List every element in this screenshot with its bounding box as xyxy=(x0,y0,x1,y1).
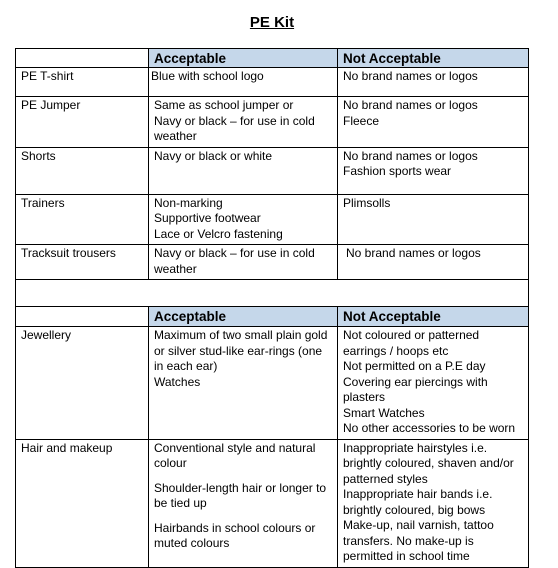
cell-line: patterned styles xyxy=(343,471,428,486)
cell-line: weather xyxy=(154,261,197,276)
not-acceptable-cell xyxy=(338,327,529,440)
cell-line: Navy or black or white xyxy=(154,148,273,163)
cell-line: Navy or black – for use in cold xyxy=(154,246,315,260)
acceptable-cell xyxy=(149,439,338,567)
item-cell: Shorts xyxy=(16,147,149,194)
cell-line: Inappropriate hair bands i.e. xyxy=(343,487,493,501)
table-row xyxy=(16,97,529,148)
cell-line: Lace or Velcro fastening xyxy=(154,226,283,241)
acceptable-cell xyxy=(149,194,338,245)
cell-line: Smart Watches xyxy=(343,405,425,420)
header-blank-cell xyxy=(16,49,149,68)
cell-line: Inappropriate hairstyles i.e. xyxy=(343,440,488,455)
acceptable-cell xyxy=(149,245,338,280)
cell-line: No brand names or logos xyxy=(343,148,478,163)
table-row xyxy=(16,68,529,97)
table-header-row xyxy=(16,307,529,327)
cell-line: be tied up xyxy=(154,496,207,510)
cell-line: Non-marking xyxy=(154,195,223,210)
cell-line: Not coloured or patterned xyxy=(343,328,480,342)
acceptable-cell xyxy=(149,147,338,194)
item-cell: Jewellery xyxy=(16,327,149,440)
item-cell: Trainers xyxy=(16,194,149,245)
item-cell: Hair and makeup xyxy=(16,439,149,567)
cell-line: weather xyxy=(154,129,197,143)
cell-line: in each ear) xyxy=(154,359,218,373)
not-acceptable-cell xyxy=(338,194,529,245)
table-row xyxy=(16,147,529,194)
cell-line: plasters xyxy=(343,390,386,404)
acceptable-cell xyxy=(149,327,338,440)
cell-line: Fleece xyxy=(343,113,380,128)
cell-line: Hairbands in school colours or xyxy=(154,520,316,535)
table-header-row xyxy=(16,49,529,68)
not-acceptable-cell xyxy=(338,147,529,194)
cell-line: Make-up, nail varnish, tattoo xyxy=(343,518,494,532)
cell-line: No brand names or logos xyxy=(343,69,478,83)
blank-line xyxy=(154,512,332,521)
item-cell: Tracksuit trousers xyxy=(16,245,149,280)
item-cell: PE Jumper xyxy=(16,97,149,148)
cell-line: Supportive footwear xyxy=(154,211,261,225)
header-not-acceptable: Not Acceptable xyxy=(338,49,529,68)
header-acceptable: Acceptable xyxy=(149,307,338,327)
pe-kit-table xyxy=(15,48,529,568)
cell-line: No other accessories to be worn xyxy=(343,421,516,435)
not-acceptable-cell xyxy=(338,245,529,280)
cell-line: Maximum of two small plain gold xyxy=(154,328,328,342)
cell-line: Blue with school logo xyxy=(151,69,264,83)
page-title: PE Kit xyxy=(249,14,295,31)
spacer-row xyxy=(16,280,529,307)
header-not-acceptable: Not Acceptable xyxy=(338,307,529,327)
spacer-cell xyxy=(16,280,529,307)
table-row xyxy=(16,245,529,280)
not-acceptable-cell xyxy=(338,68,529,97)
acceptable-cell xyxy=(149,68,338,97)
cell-line: No brand names or logos xyxy=(343,98,478,112)
cell-line: transfers. No make-up is xyxy=(343,533,474,548)
cell-line: Covering ear piercings with xyxy=(343,374,488,389)
not-acceptable-cell xyxy=(338,97,529,148)
not-acceptable-cell xyxy=(338,439,529,567)
cell-line: Not permitted on a P.E day xyxy=(343,359,486,373)
cell-line: Navy or black – for use in cold xyxy=(154,113,315,128)
blank-line xyxy=(154,472,332,481)
cell-line: brightly coloured, big bows xyxy=(343,502,486,517)
item-cell: PE T-shirt xyxy=(16,68,149,97)
cell-line: earrings / hoops etc xyxy=(343,343,449,358)
table-row xyxy=(16,194,529,245)
cell-line: Plimsolls xyxy=(343,195,391,210)
cell-line: Fashion sports wear xyxy=(343,164,452,178)
cell-line: colour xyxy=(154,456,187,470)
cell-line: Shoulder-length hair or longer to xyxy=(154,480,327,495)
cell-line: No brand names or logos xyxy=(346,246,481,260)
header-acceptable: Acceptable xyxy=(149,49,338,68)
cell-line: brightly coloured, shaven and/or xyxy=(343,456,514,470)
cell-line: permitted in school time xyxy=(343,549,470,563)
header-blank-cell xyxy=(16,307,149,327)
cell-line: or silver stud-like ear-rings (one xyxy=(154,343,323,358)
acceptable-cell xyxy=(149,97,338,148)
table-row xyxy=(16,439,529,567)
cell-line: Conventional style and natural xyxy=(154,440,316,455)
cell-line: Watches xyxy=(154,374,201,389)
table-row xyxy=(16,327,529,440)
cell-line: muted colours xyxy=(154,536,230,550)
cell-line: Same as school jumper or xyxy=(154,98,294,112)
